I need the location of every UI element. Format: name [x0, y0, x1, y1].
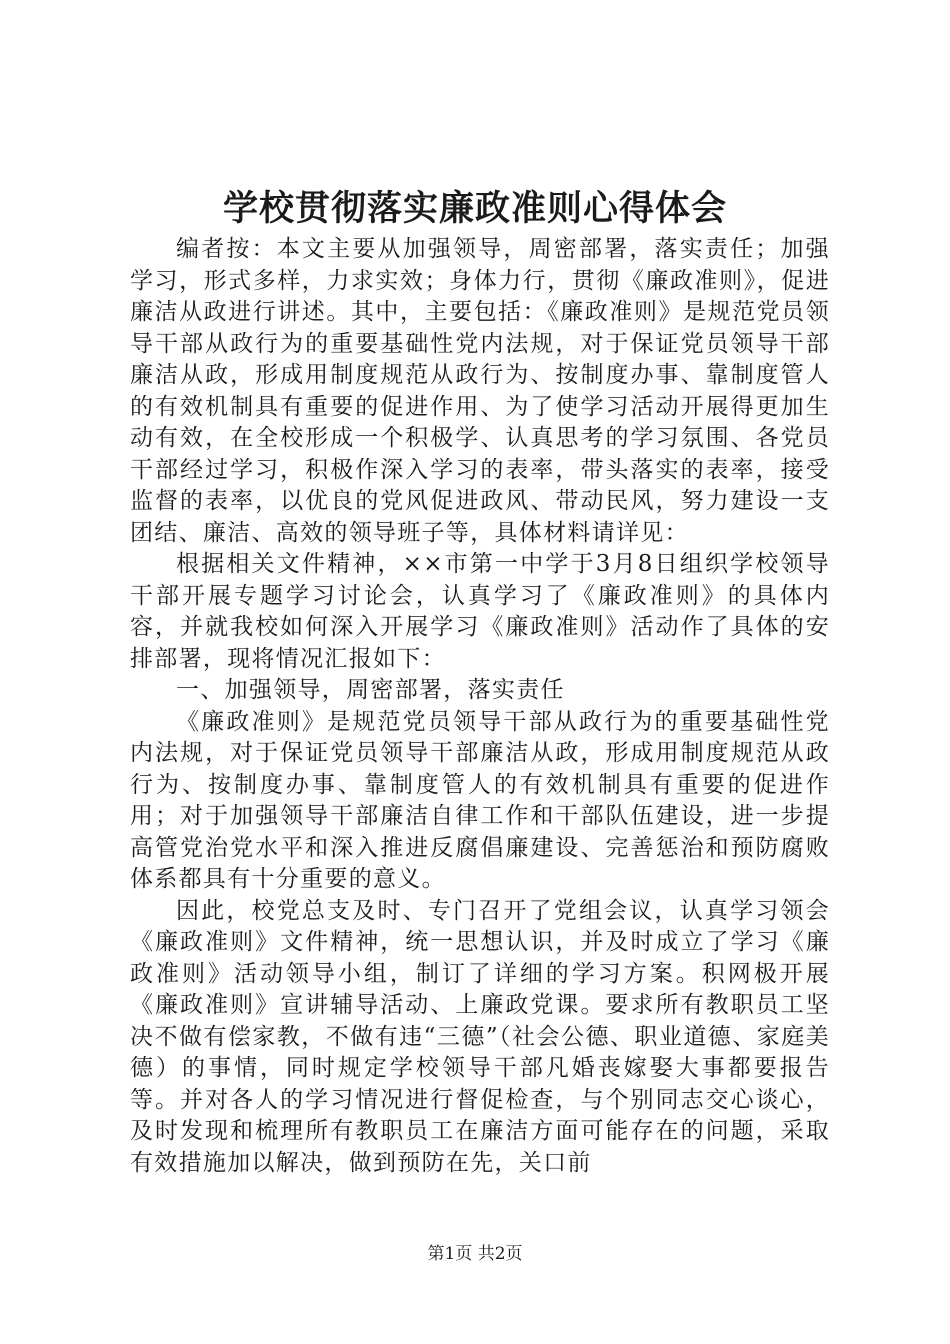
document-body — [130, 234, 830, 1179]
paragraph-section-1-a: 《廉政准则》是规范党员领导干部从政行为的重要基础性党内法规，对于保证党员领导干部廉洁从政，形成用制度规范从政行为、按制度办事、靠制度管人的有效机制具有重要的促进作用；对于加强领导干部廉洁自律工作和干部队伍建设，进一步提高管党治党水平和深入推进反腐倡廉建设、完善惩治和预防腐败体系都具有十分重要的意义。 — [130, 708, 830, 892]
paragraph-section-1-b: 因此，校党总支及时、专门召开了党组会议，认真学习领会《廉政准则》文件精神，统一思想认识，并及时成立了学习《廉政准则》活动领导小组，制订了详细的学习方案。积网极开展《廉政准则》宣讲辅导活动、上廉政党课。要求所有教职员工坚决不做有偿家教，不做有违“三德”（社会公德、职业道德、家庭美德）的事情，同时规定学校领导干部凡婚丧嫁娶大事都要报告等。并对各人的学习情况进行督促检查，与个别同志交心谈心，及时发现和梳理所有教职员工在廉洁方面可能存在的问题，采取有效措施加以解决，做到预防在先，关口前 — [130, 897, 830, 1176]
section-heading-1: 一、加强领导，周密部署，落实责任 — [176, 677, 565, 703]
page-footer: 第1页 共2页 — [427, 1244, 523, 1264]
paragraph-editor-note: 编者按：本文主要从加强领导，周密部署，落实责任；加强学习，形式多样，力求实效；身体力行，贯彻《廉政准则》，促进廉洁从政进行讲述。其中，主要包括：《廉政准则》是规范党员领导干部从政行为的重要基础性党内法规，对于保证党员领导干部廉洁从政，形成用制度规范从政行为、按制度办事、靠制度管人的有效机制具有重要的促进作用、为了使学习活动开展得更加生动有效，在全校形成一个积极学、认真思考的学习氛围、各党员干部经过学习，积极作深入学习的表率，带头落实的表率，接受监督的表率，以优良的党风促进政风、带动民风，努力建设一支团结、廉洁、高效的领导班子等，具体材料请详见： — [130, 236, 830, 546]
document-title: 学校贯彻落实廉政准则心得体会 — [222, 188, 727, 229]
paragraph-intro: 根据相关文件精神，××市第一中学于3月8日组织学校领导干部开展专题学习讨论会，认真学习了《廉政准则》的具体内容，并就我校如何深入开展学习《廉政准则》活动作了具体的安排部署，现将情况汇报如下： — [130, 551, 830, 672]
